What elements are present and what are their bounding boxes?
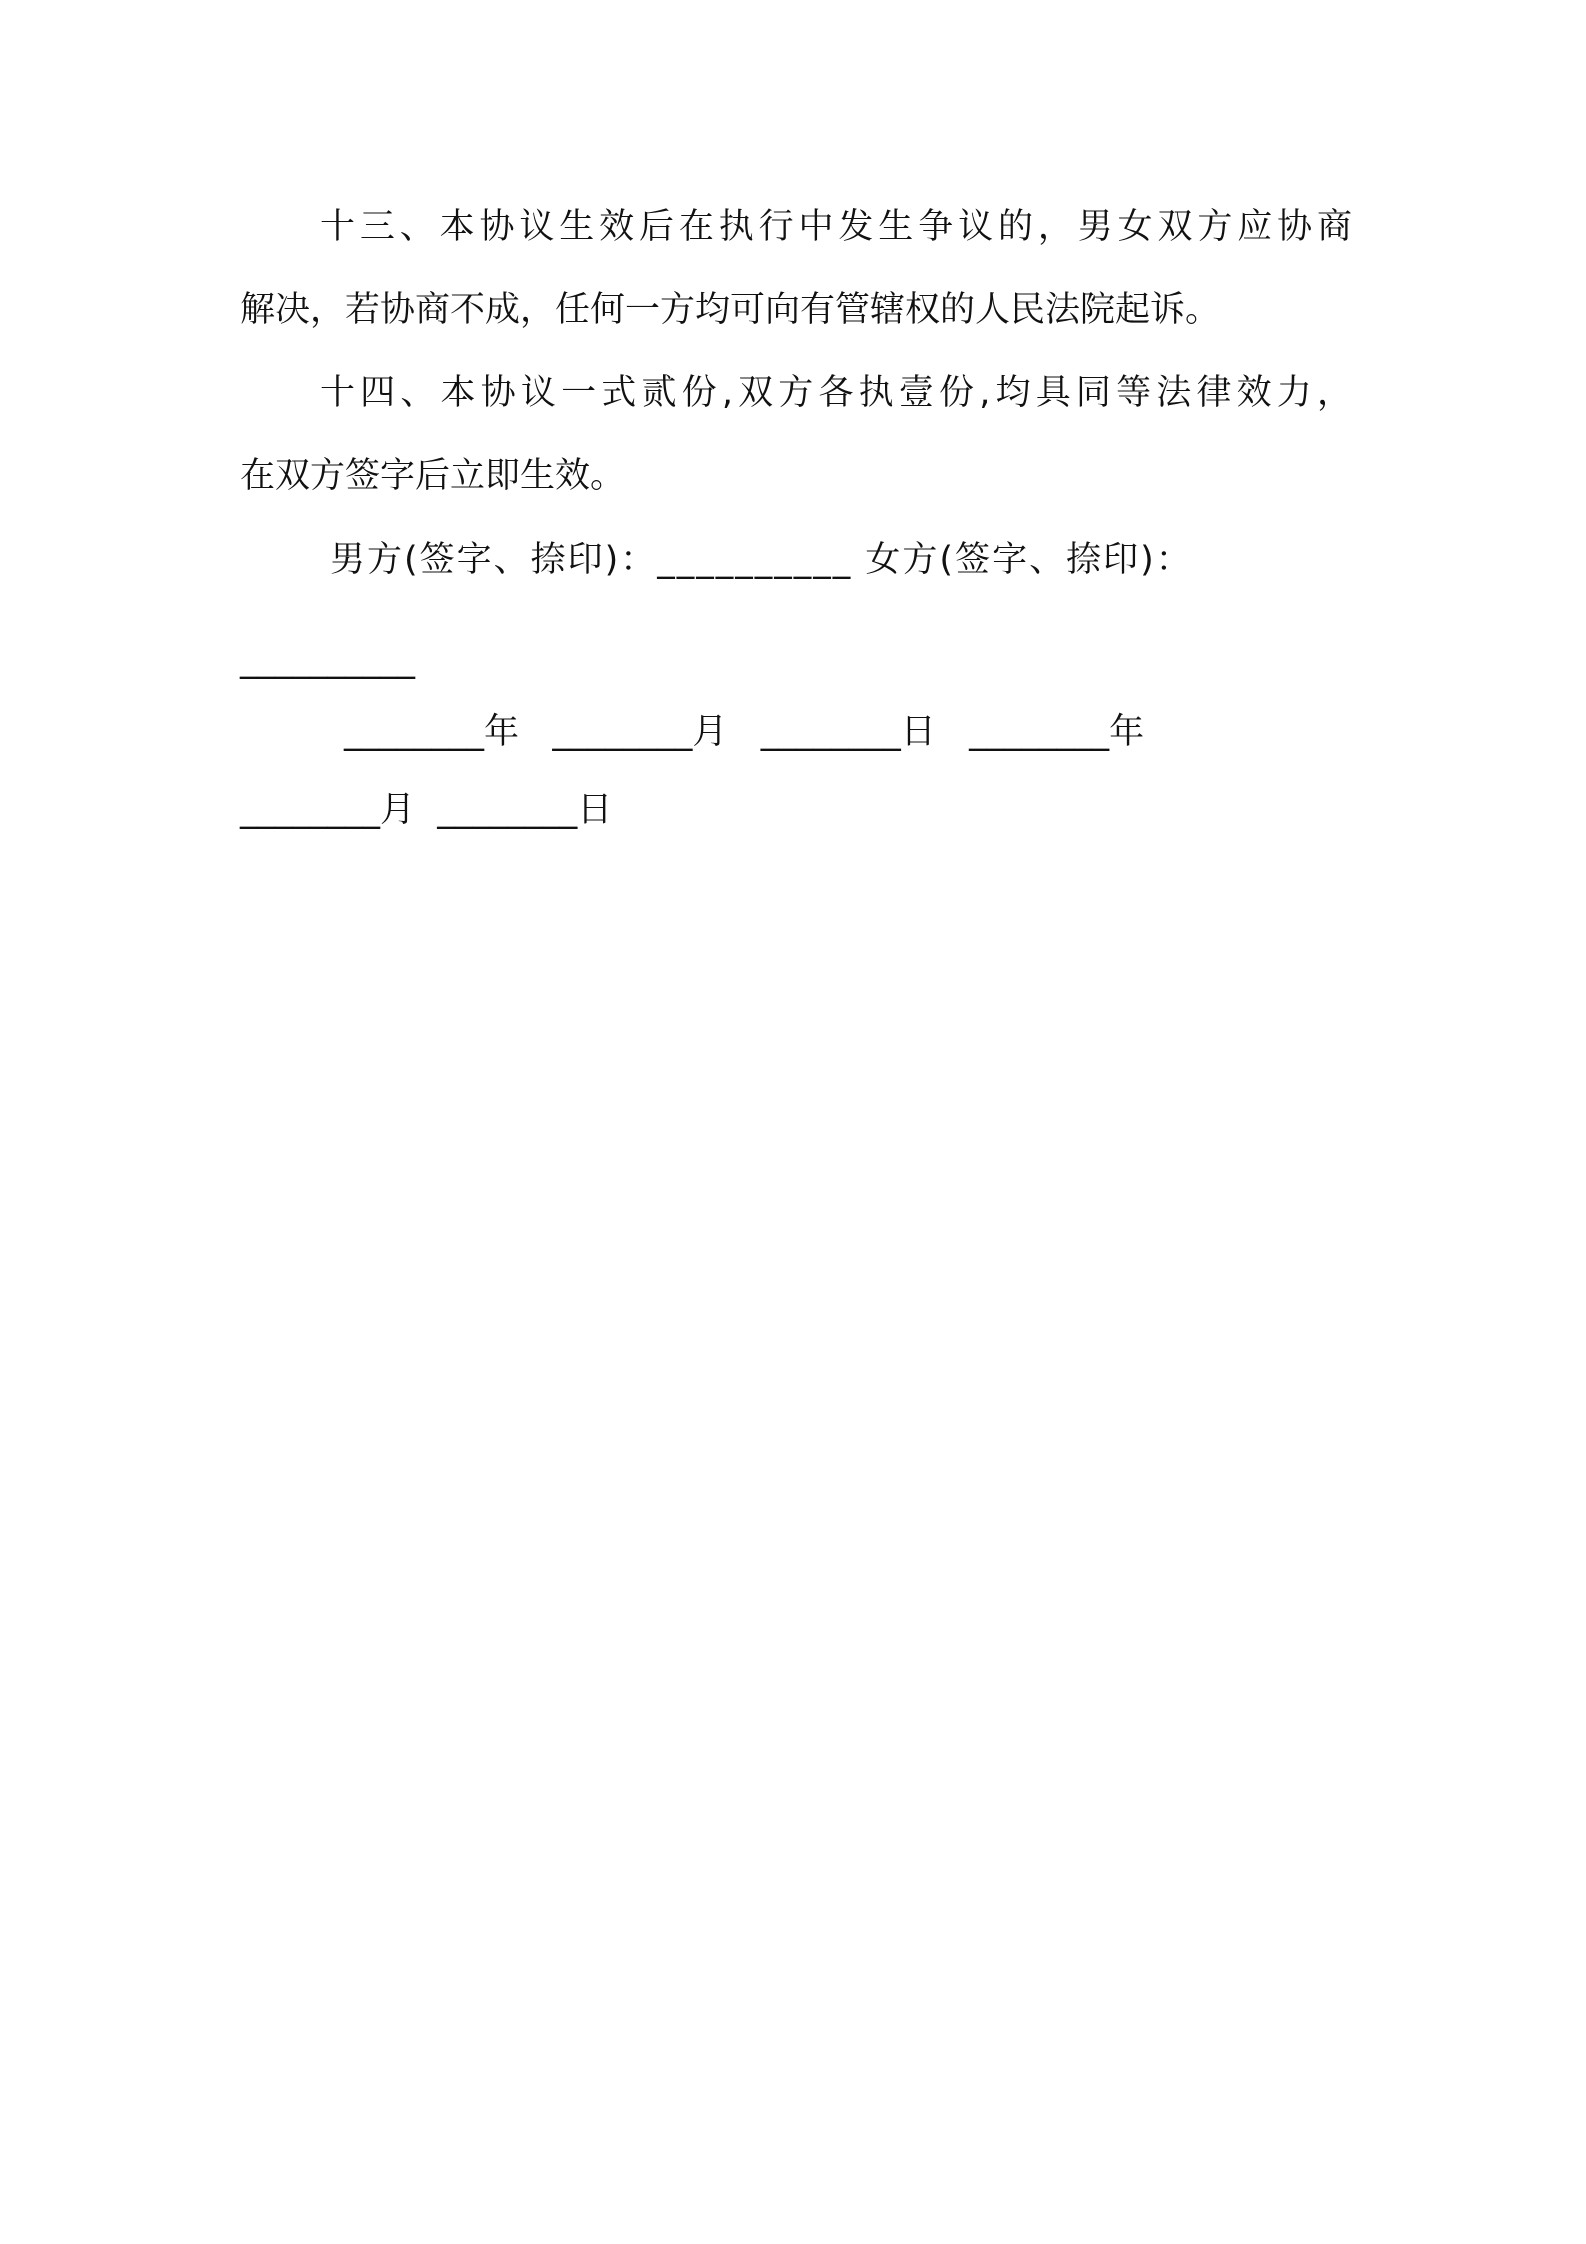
clause-13-line-1: 十三、本协议生效后在执行中发生争议的，男女双方应协商	[320, 207, 1352, 247]
signature-line-1: 男方(签字、捺印)：__________ 女方(签字、捺印)：	[330, 540, 1193, 580]
clause-14-line-2: 在双方签字后立即生效。	[240, 456, 626, 496]
signature-line-2: __________	[240, 640, 415, 680]
date-line-1: ________年 ________月 ________日 ________年	[344, 712, 1145, 752]
clause-13-line-2: 解决，若协商不成，任何一方均可向有管辖权的人民法院起诉。	[240, 290, 1221, 330]
clause-14-line-1: 十四、本协议一式贰份,双方各执壹份,均具同等法律效力，	[320, 373, 1352, 413]
date-line-2: ________月 ________日	[240, 790, 613, 830]
